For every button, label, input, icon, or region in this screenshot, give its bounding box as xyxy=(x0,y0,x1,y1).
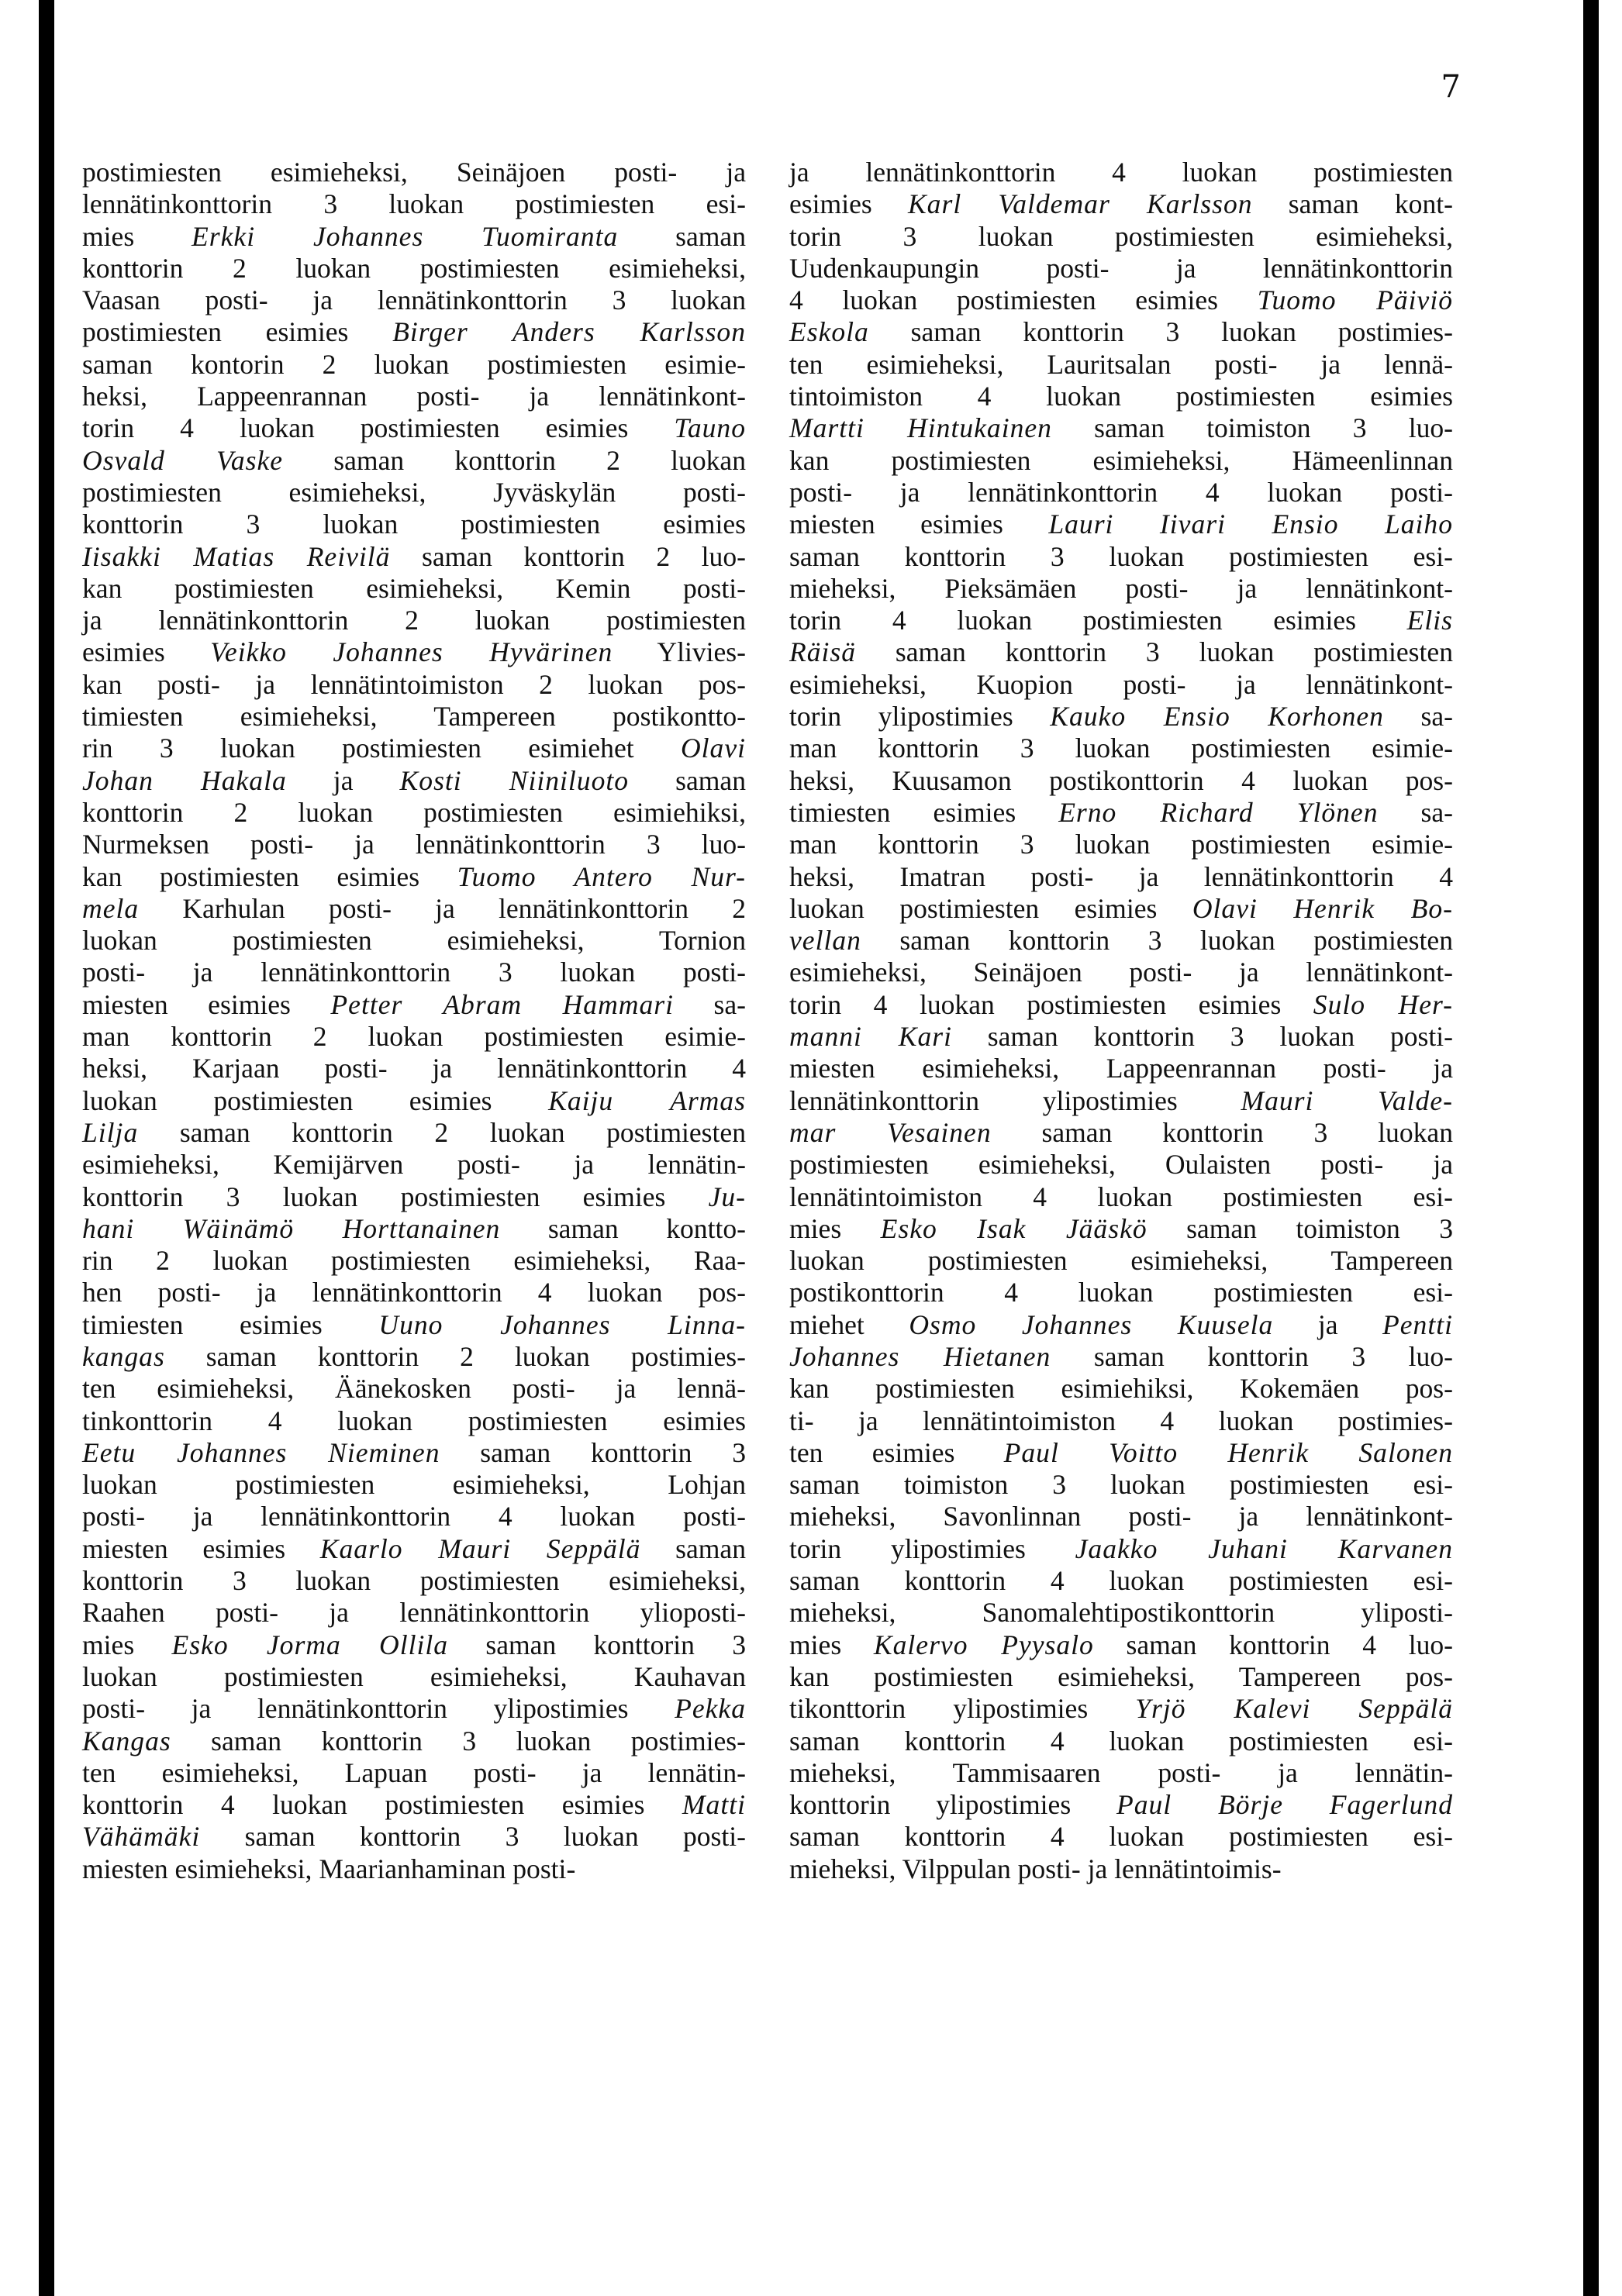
text-segment: saman toimiston 3 luokan postimiesten esi- xyxy=(789,1469,1453,1501)
text-segment: posti- ja lennätinkonttorin ylipostimies xyxy=(82,1693,675,1725)
text-line xyxy=(82,1469,746,1501)
text-line xyxy=(789,1693,1453,1725)
person-name: Tuomo Antero Nur- xyxy=(457,860,746,892)
scan-edge-left xyxy=(39,0,54,2296)
text-segment: saman konttorin 2 luokan postimiesten xyxy=(138,1116,746,1148)
text-segment: konttorin ylipostimies xyxy=(789,1789,1116,1821)
text-line xyxy=(82,157,746,188)
text-segment: konttorin 3 luokan postimiesten esimies xyxy=(82,1181,709,1212)
text-line xyxy=(82,541,746,573)
text-segment: mieheksi, Pieksämäen posti- ja lennätinkont- xyxy=(789,572,1453,604)
text-segment: timiesten esimies xyxy=(82,1308,379,1340)
text-segment: saman kontorin 2 luokan postimiesten esimie- xyxy=(82,348,746,380)
text-segment: saman kont- xyxy=(1252,188,1453,220)
person-name: Matti xyxy=(682,1789,746,1821)
text-segment: Uudenkaupungin posti- ja lennätinkonttorin xyxy=(789,252,1453,284)
text-line xyxy=(82,349,746,381)
text-segment: saman konttorin 3 luokan posti- xyxy=(952,1021,1453,1053)
text-segment: mieheksi, Tammisaaren posti- ja lennätin- xyxy=(789,1756,1453,1788)
text-segment: postimiesten esimieheksi, Seinäjoen posti- ja xyxy=(82,157,746,188)
text-line xyxy=(82,765,746,797)
text-segment: torin 3 luokan postimiesten esimieheksi, xyxy=(789,220,1453,252)
text-line xyxy=(82,1341,746,1373)
text-segment: torin ylipostimies xyxy=(789,701,1051,733)
person-name: vellan xyxy=(789,925,861,957)
text-segment: man konttorin 2 luokan postimiesten esimie- xyxy=(82,1021,746,1053)
text-line xyxy=(82,445,746,477)
person-name: Erkki Johannes Tuomiranta xyxy=(192,220,619,252)
text-segment: ten esimies xyxy=(789,1436,1004,1468)
text-line xyxy=(789,861,1453,893)
text-segment: saman konttorin 3 luokan postimiesten esi- xyxy=(789,540,1453,572)
text-segment: saman xyxy=(640,1532,747,1564)
person-name: Kosti Niiniluoto xyxy=(399,764,630,796)
person-name: Kauko Ensio Korhonen xyxy=(1050,701,1384,733)
text-line xyxy=(82,861,746,893)
person-name: Eetu Johannes Nieminen xyxy=(82,1436,440,1468)
text-segment: tintoimiston 4 luokan postimiesten esimies xyxy=(789,381,1453,412)
text-segment: Karhulan posti- ja lennätinkonttorin 2 xyxy=(139,892,746,924)
text-line xyxy=(789,349,1453,381)
text-line xyxy=(82,381,746,412)
text-segment: lennätinkonttorin 3 luokan postimiesten esi- xyxy=(82,188,746,220)
text-segment: miesten esimieheksi, Maarianhaminan posti- xyxy=(82,1853,576,1884)
person-name: Kaiju Armas xyxy=(548,1084,746,1116)
text-line xyxy=(789,1469,1453,1501)
text-segment: miehet xyxy=(789,1308,909,1340)
text-line xyxy=(82,669,746,701)
text-segment: hen posti- ja lennätinkonttorin 4 luokan pos- xyxy=(82,1277,746,1308)
text-segment: luokan postimiesten esimies xyxy=(82,1084,549,1116)
text-line xyxy=(789,1629,1453,1661)
text-segment: Raahen posti- ja lennätinkonttorin ylioposti- xyxy=(82,1597,746,1629)
text-segment: saman konttorin 3 luokan posti- xyxy=(200,1821,746,1853)
person-name: Mauri Valde- xyxy=(1241,1084,1453,1116)
text-segment: torin 4 luokan postimiesten esimies xyxy=(789,605,1407,636)
text-line xyxy=(789,573,1453,605)
text-segment: mieheksi, Vilppulan posti- ja lennätintoimis- xyxy=(789,1853,1282,1884)
text-line xyxy=(789,1821,1453,1853)
text-segment: luokan postimiesten esimieheksi, Tornion xyxy=(82,925,746,957)
page-number: 7 xyxy=(1441,69,1461,105)
text-segment: man konttorin 3 luokan postimiesten esimie- xyxy=(789,733,1453,764)
text-segment: mieheksi, Savonlinnan posti- ja lennätinkont- xyxy=(789,1501,1453,1532)
person-name: Eskola xyxy=(789,316,869,348)
text-line xyxy=(789,1277,1453,1308)
text-line xyxy=(82,412,746,444)
text-segment: saman kontto- xyxy=(500,1212,746,1244)
text-segment: posti- ja lennätinkonttorin 4 luokan posti- xyxy=(82,1501,746,1532)
text-line xyxy=(789,412,1453,444)
text-segment: luokan postimiesten esimieheksi, Lohjan xyxy=(82,1469,746,1501)
text-segment: ja xyxy=(1273,1308,1383,1340)
text-segment: konttorin 3 luokan postimiesten esimies xyxy=(82,508,746,540)
text-segment: torin ylipostimies xyxy=(789,1532,1075,1564)
text-segment: tinkonttorin 4 luokan postimiesten esimies xyxy=(82,1405,746,1436)
text-segment: kan postimiesten esimiehiksi, Kokemäen pos- xyxy=(789,1373,1453,1405)
text-line xyxy=(82,1405,746,1437)
text-line xyxy=(789,1117,1453,1149)
text-segment: tikonttorin ylipostimies xyxy=(789,1693,1136,1725)
text-line xyxy=(789,1437,1453,1469)
text-line xyxy=(789,188,1453,220)
text-line xyxy=(82,893,746,925)
text-segment: kan posti- ja lennätintoimiston 2 luokan pos- xyxy=(82,668,746,700)
text-line xyxy=(82,1277,746,1308)
text-segment: miesten esimies xyxy=(82,1532,320,1564)
person-name: hani Wäinämö Horttanainen xyxy=(82,1212,501,1244)
text-line xyxy=(789,1565,1453,1597)
text-segment: timiesten esimieheksi, Tampereen postikontto- xyxy=(82,701,746,733)
text-line xyxy=(789,636,1453,668)
scan-edge-right xyxy=(1583,0,1599,2296)
text-line xyxy=(82,1725,746,1757)
text-segment: timiesten esimies xyxy=(789,796,1059,828)
text-line xyxy=(789,541,1453,573)
person-name: Räisä xyxy=(789,636,857,668)
text-segment: esimieheksi, Kuopion posti- ja lennätinkont- xyxy=(789,668,1453,700)
person-name: Yrjö Kalevi Seppälä xyxy=(1135,1693,1454,1725)
text-line xyxy=(789,1725,1453,1757)
text-segment: saman xyxy=(629,764,746,796)
text-line xyxy=(82,1757,746,1789)
text-line xyxy=(82,477,746,508)
text-line xyxy=(82,1117,746,1149)
text-segment: posti- ja lennätinkonttorin 4 luokan posti- xyxy=(789,476,1453,508)
text-line xyxy=(789,1757,1453,1789)
text-segment: saman toimiston 3 xyxy=(1147,1212,1453,1244)
person-name: Tuomo Päiviö xyxy=(1257,284,1453,316)
text-line xyxy=(789,701,1453,733)
text-segment: sa- xyxy=(673,988,746,1020)
text-segment: heksi, Karjaan posti- ja lennätinkonttorin 4 xyxy=(82,1053,746,1084)
text-line xyxy=(82,1309,746,1341)
person-name: Esko Isak Jääskö xyxy=(880,1212,1147,1244)
text-segment: saman xyxy=(618,220,746,252)
text-segment: saman konttorin 2 luokan postimies- xyxy=(164,1340,746,1372)
text-segment: miesten esimieheksi, Lappeenrannan posti- ja xyxy=(789,1053,1453,1084)
text-segment: saman konttorin 3 luokan postimies- xyxy=(868,316,1453,348)
text-line xyxy=(789,925,1453,957)
person-name: mela xyxy=(82,892,140,924)
text-segment: rin 2 luokan postimiesten esimieheksi, Raa- xyxy=(82,1245,746,1277)
text-line xyxy=(82,1085,746,1117)
person-name: Johannes Hietanen xyxy=(789,1340,1051,1372)
text-segment: saman konttorin 3 xyxy=(448,1629,747,1660)
text-line xyxy=(789,893,1453,925)
text-segment: kan postimiesten esimies xyxy=(82,860,457,892)
text-segment: Ylivies- xyxy=(613,636,746,668)
text-line xyxy=(82,573,746,605)
person-name: Paul Börje Fagerlund xyxy=(1116,1789,1454,1821)
text-line xyxy=(789,765,1453,797)
text-line xyxy=(82,221,746,253)
text-line xyxy=(82,1533,746,1565)
text-segment: miesten esimies xyxy=(82,988,331,1020)
text-segment: ti- ja lennätintoimiston 4 luokan postimies- xyxy=(789,1405,1453,1436)
person-name: kangas xyxy=(82,1340,165,1372)
person-name: Uuno Johannes Linna- xyxy=(378,1308,746,1340)
text-segment: konttorin 4 luokan postimiesten esimies xyxy=(82,1789,682,1821)
text-segment: kan postimiesten esimieheksi, Tampereen pos- xyxy=(789,1660,1453,1692)
text-segment: ten esimieheksi, Äänekosken posti- ja lennä- xyxy=(82,1373,746,1405)
text-segment: kan postimiesten esimieheksi, Kemin posti- xyxy=(82,572,746,604)
text-segment: saman konttorin 2 luokan xyxy=(283,444,746,476)
text-segment: postimiesten esimies xyxy=(82,316,393,348)
text-line xyxy=(789,1789,1453,1821)
text-line xyxy=(82,188,746,220)
text-segment: saman konttorin 3 xyxy=(440,1436,747,1468)
text-segment: ja lennätinkonttorin 2 luokan postimiesten xyxy=(82,605,746,636)
text-segment: saman toimiston 3 luo- xyxy=(1051,412,1454,444)
text-line xyxy=(789,1405,1453,1437)
person-name: Osvald Vaske xyxy=(82,444,284,476)
person-name: Olavi Henrik Bo- xyxy=(1192,892,1454,924)
text-segment: mies xyxy=(789,1212,881,1244)
person-name: Pentti xyxy=(1382,1308,1453,1340)
text-segment: torin 4 luokan postimiesten esimies xyxy=(82,412,675,444)
person-name: Osmo Johannes Kuusela xyxy=(909,1308,1274,1340)
text-segment: esimies xyxy=(82,636,211,668)
text-line xyxy=(789,253,1453,284)
text-line xyxy=(789,1661,1453,1693)
text-segment: luokan postimiesten esimieheksi, Kauhavan xyxy=(82,1660,746,1692)
text-line xyxy=(82,1693,746,1725)
text-line xyxy=(82,1149,746,1181)
person-name: manni Kari xyxy=(789,1021,952,1053)
person-name: Veikko Johannes Hyvärinen xyxy=(210,636,613,668)
text-line xyxy=(789,605,1453,636)
text-line xyxy=(82,1373,746,1405)
text-line xyxy=(82,1181,746,1213)
text-line xyxy=(82,508,746,540)
text-line xyxy=(789,829,1453,860)
person-name: Tauno xyxy=(674,412,746,444)
text-segment: ja lennätinkonttorin 4 luokan postimiesten xyxy=(789,157,1453,188)
text-segment: konttorin 2 luokan postimiesten esimieheksi, xyxy=(82,252,746,284)
text-line xyxy=(82,1213,746,1245)
text-line xyxy=(789,669,1453,701)
text-segment: saman konttorin 3 luokan postimiesten xyxy=(856,636,1453,668)
text-line xyxy=(789,1341,1453,1373)
text-segment: luokan postimiesten esimies xyxy=(789,892,1192,924)
text-segment: saman konttorin 4 luokan postimiesten esi- xyxy=(789,1821,1453,1853)
person-name: Erno Richard Ylönen xyxy=(1058,796,1379,828)
text-line xyxy=(789,1053,1453,1084)
text-line xyxy=(789,477,1453,508)
person-name: Martti Hintukainen xyxy=(789,412,1052,444)
text-segment: 4 luokan postimiesten esimies xyxy=(789,284,1258,316)
person-name: Vähämäki xyxy=(82,1821,201,1853)
text-line xyxy=(82,733,746,764)
text-segment: mies xyxy=(789,1629,874,1660)
person-name: Karl Valdemar Karlsson xyxy=(907,188,1253,220)
text-line xyxy=(789,316,1453,348)
text-segment: esimies xyxy=(789,188,908,220)
text-line xyxy=(82,1021,746,1053)
text-line xyxy=(789,1533,1453,1565)
text-segment: esimieheksi, Seinäjoen posti- ja lennätinkont- xyxy=(789,957,1453,988)
text-segment: ten esimieheksi, Lapuan posti- ja lennätin- xyxy=(82,1756,746,1788)
text-line xyxy=(789,157,1453,188)
person-name: Sulo Her- xyxy=(1313,988,1453,1020)
text-segment: ten esimieheksi, Lauritsalan posti- ja lennä- xyxy=(789,348,1453,380)
person-name: Olavi xyxy=(680,733,746,764)
text-line xyxy=(82,797,746,829)
text-line xyxy=(789,1213,1453,1245)
text-line xyxy=(82,989,746,1021)
text-line xyxy=(789,1021,1453,1053)
text-segment: saman konttorin 3 luokan xyxy=(991,1116,1453,1148)
text-segment: mies xyxy=(82,220,192,252)
text-segment: saman konttorin 3 luokan postimies- xyxy=(171,1725,746,1756)
text-segment: postimiesten esimieheksi, Jyväskylän posti- xyxy=(82,476,746,508)
text-line xyxy=(82,1597,746,1629)
text-segment: lennätinkonttorin ylipostimies xyxy=(789,1084,1241,1116)
text-segment: heksi, Kuusamon postikonttorin 4 luokan pos- xyxy=(789,764,1453,796)
text-line xyxy=(82,829,746,860)
person-name: Elis xyxy=(1406,605,1453,636)
text-segment: man konttorin 3 luokan postimiesten esimie- xyxy=(789,829,1453,860)
text-line xyxy=(82,1053,746,1084)
text-segment: ja xyxy=(286,764,400,796)
text-line xyxy=(789,1501,1453,1532)
text-segment: heksi, Imatran posti- ja lennätinkonttorin 4 xyxy=(789,860,1453,892)
text-segment: saman konttorin 4 luokan postimiesten esi- xyxy=(789,1565,1453,1597)
person-name: mar Vesainen xyxy=(789,1116,992,1148)
person-name: Pekka xyxy=(675,1693,746,1725)
text-segment: luokan postimiesten esimieheksi, Tampereen xyxy=(789,1245,1453,1277)
text-segment: saman konttorin 4 luokan postimiesten esi- xyxy=(789,1725,1453,1756)
person-name: Johan Hakala xyxy=(82,764,287,796)
text-line xyxy=(82,1629,746,1661)
text-line xyxy=(82,636,746,668)
text-line xyxy=(82,253,746,284)
text-segment: postimiesten esimieheksi, Oulaisten posti- ja xyxy=(789,1149,1453,1181)
text-line xyxy=(789,1853,1453,1885)
text-segment: sa- xyxy=(1378,796,1454,828)
text-segment: miesten esimies xyxy=(789,508,1049,540)
text-segment: lennätintoimiston 4 luokan postimiesten esi- xyxy=(789,1181,1453,1212)
person-name: Petter Abram Hammari xyxy=(330,988,674,1020)
text-line xyxy=(789,1245,1453,1277)
person-name: Kaarlo Mauri Seppälä xyxy=(319,1532,641,1564)
text-line xyxy=(82,1789,746,1821)
text-line xyxy=(789,1373,1453,1405)
text-line xyxy=(82,316,746,348)
text-segment: rin 3 luokan postimiesten esimiehet xyxy=(82,733,681,764)
text-line xyxy=(82,957,746,988)
text-segment: saman konttorin 2 luo- xyxy=(390,540,746,572)
text-line xyxy=(82,1821,746,1853)
text-segment: konttorin 3 luokan postimiesten esimieheksi, xyxy=(82,1565,746,1597)
person-name: Lilja xyxy=(82,1116,139,1148)
text-line xyxy=(789,221,1453,253)
text-line xyxy=(789,1597,1453,1629)
text-segment: mies xyxy=(82,1629,172,1660)
text-line xyxy=(82,1853,746,1885)
text-line xyxy=(789,797,1453,829)
text-line xyxy=(789,381,1453,412)
text-segment: heksi, Lappeenrannan posti- ja lennätinkont- xyxy=(82,381,746,412)
text-line xyxy=(82,701,746,733)
text-line xyxy=(789,733,1453,764)
person-name: Esko Jorma Ollila xyxy=(171,1629,449,1660)
text-line xyxy=(789,1309,1453,1341)
text-segment: saman konttorin 3 luokan postimiesten xyxy=(861,925,1453,957)
text-segment: sa- xyxy=(1383,701,1453,733)
text-line xyxy=(789,445,1453,477)
text-segment: Vaasan posti- ja lennätinkonttorin 3 luokan xyxy=(82,284,746,316)
person-name: Kalervo Pyysalo xyxy=(873,1629,1094,1660)
text-segment: mieheksi, Sanomalehtipostikonttorin yliposti- xyxy=(789,1597,1453,1629)
person-name: Lauri Iivari Ensio Laiho xyxy=(1048,508,1453,540)
person-name: Ju- xyxy=(708,1181,746,1212)
text-segment: esimieheksi, Kemijärven posti- ja lennätin- xyxy=(82,1149,746,1181)
text-line xyxy=(789,989,1453,1021)
text-line xyxy=(82,1437,746,1469)
person-name: Kangas xyxy=(82,1725,171,1756)
text-column-right xyxy=(789,157,1453,1885)
person-name: Paul Voitto Henrik Salonen xyxy=(1003,1436,1453,1468)
text-segment: torin 4 luokan postimiesten esimies xyxy=(789,988,1313,1020)
text-line xyxy=(82,284,746,316)
text-segment: postikonttorin 4 luokan postimiesten esi- xyxy=(789,1277,1453,1308)
text-line xyxy=(789,508,1453,540)
text-line xyxy=(789,284,1453,316)
text-segment: Nurmeksen posti- ja lennätinkonttorin 3 luo- xyxy=(82,829,746,860)
text-line xyxy=(82,1501,746,1532)
person-name: Jaakko Juhani Karvanen xyxy=(1075,1532,1453,1564)
text-line xyxy=(789,1149,1453,1181)
text-line xyxy=(82,1245,746,1277)
text-segment: kan postimiesten esimieheksi, Hämeenlinnan xyxy=(789,444,1453,476)
text-line xyxy=(789,1181,1453,1213)
text-line xyxy=(789,1085,1453,1117)
text-line xyxy=(789,957,1453,988)
text-segment: posti- ja lennätinkonttorin 3 luokan posti- xyxy=(82,957,746,988)
text-segment: saman konttorin 3 luo- xyxy=(1051,1340,1453,1372)
text-segment: saman konttorin 4 luo- xyxy=(1093,1629,1454,1660)
text-column-left xyxy=(82,157,746,1885)
person-name: Iisakki Matias Reivilä xyxy=(82,540,391,572)
text-segment: konttorin 2 luokan postimiesten esimiehiksi, xyxy=(82,796,746,828)
text-line xyxy=(82,605,746,636)
text-line xyxy=(82,1565,746,1597)
person-name: Birger Anders Karlsson xyxy=(392,316,746,348)
text-line xyxy=(82,925,746,957)
text-line xyxy=(82,1661,746,1693)
